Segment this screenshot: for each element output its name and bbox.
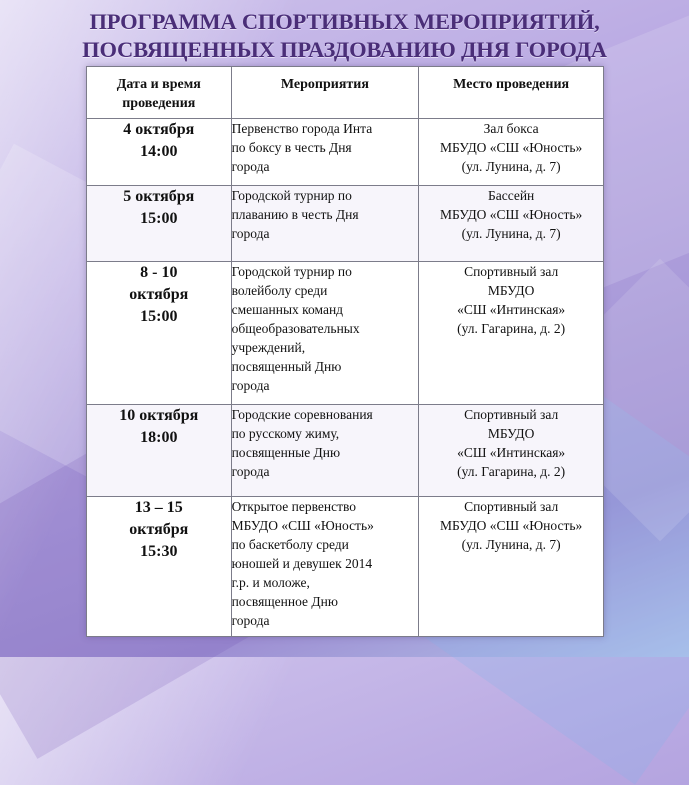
time-line: 15:00 bbox=[140, 210, 178, 227]
date-line: октября bbox=[129, 521, 189, 538]
place-line: Зал бокса bbox=[483, 121, 539, 136]
event-line: МБУДО «СШ «Юность» bbox=[231, 518, 374, 533]
date-line: 8 - 10 bbox=[140, 264, 178, 281]
event-date bbox=[87, 186, 232, 262]
time-line: 14:00 bbox=[140, 143, 178, 160]
event-line: города bbox=[231, 226, 270, 241]
event-line: города bbox=[231, 613, 270, 628]
event-line: г.р. и моложе, bbox=[231, 575, 310, 590]
event-line: Городской турнир по bbox=[231, 264, 352, 279]
place-line: (ул. Лунина, д. 7) bbox=[461, 537, 561, 552]
header-text: Место проведения bbox=[453, 77, 570, 92]
event-line: плаванию в честь Дня bbox=[231, 207, 359, 222]
event-place bbox=[419, 186, 604, 262]
table-row bbox=[87, 119, 604, 186]
place-line: МБУДО bbox=[487, 283, 535, 298]
event-line: посвященные Дню bbox=[231, 445, 341, 460]
events-table bbox=[86, 66, 604, 637]
event-line: посвященный Дню bbox=[231, 359, 342, 374]
event-place bbox=[419, 405, 604, 497]
event-line: Городской турнир по bbox=[231, 188, 352, 203]
header-text: Мероприятия bbox=[280, 77, 369, 92]
event-line: общеобразовательных bbox=[231, 321, 360, 336]
place-line: Бассейн bbox=[487, 188, 535, 203]
event-date bbox=[87, 497, 232, 637]
event-date bbox=[87, 405, 232, 497]
event-line: смешанных команд bbox=[231, 302, 344, 317]
date-line: 4 октября bbox=[123, 121, 195, 138]
event-place bbox=[419, 262, 604, 405]
table-row bbox=[87, 405, 604, 497]
event-name bbox=[231, 186, 419, 262]
date-line: октября bbox=[129, 286, 189, 303]
date-line: 10 октября bbox=[119, 407, 199, 424]
event-line: по русскому жиму, bbox=[231, 426, 340, 441]
time-line: 15:00 bbox=[140, 308, 178, 325]
place-line: МБУДО «СШ «Юность» bbox=[439, 140, 583, 155]
event-line: Первенство города Инта bbox=[231, 121, 373, 136]
page-title-line: ПОСВЯЩЕННЫХ ПРАЗДОВАНИЮ ДНЯ ГОРОДА bbox=[82, 37, 607, 62]
place-line: Спортивный зал bbox=[464, 264, 559, 279]
place-line: (ул. Лунина, д. 7) bbox=[461, 159, 561, 174]
event-line: по баскетболу среди bbox=[231, 537, 349, 552]
event-name bbox=[231, 497, 419, 637]
date-line: 13 – 15 bbox=[134, 499, 183, 516]
time-line: 18:00 bbox=[140, 429, 178, 446]
event-line: города bbox=[231, 378, 270, 393]
event-line: Открытое первенство bbox=[231, 499, 357, 514]
event-line: города bbox=[231, 464, 270, 479]
place-line: МБУДО «СШ «Юность» bbox=[439, 207, 583, 222]
place-line: «СШ «Интинская» bbox=[457, 445, 566, 460]
event-name bbox=[231, 262, 419, 405]
page-title bbox=[0, 8, 689, 64]
table-header-row bbox=[87, 67, 604, 119]
place-line: Спортивный зал bbox=[464, 499, 559, 514]
event-line: посвященное Дню bbox=[231, 594, 338, 609]
place-line: МБУДО bbox=[487, 426, 535, 441]
place-line: (ул. Лунина, д. 7) bbox=[461, 226, 561, 241]
place-line: «СШ «Интинская» bbox=[457, 302, 566, 317]
event-date bbox=[87, 119, 232, 186]
event-place bbox=[419, 497, 604, 637]
table-row bbox=[87, 186, 604, 262]
header-event bbox=[231, 67, 419, 119]
event-line: волейболу среди bbox=[231, 283, 328, 298]
table-row bbox=[87, 497, 604, 637]
header-text: Дата и время bbox=[116, 77, 201, 92]
event-line: учреждений, bbox=[231, 340, 306, 355]
event-line: юношей и девушек 2014 bbox=[231, 556, 373, 571]
place-line: Спортивный зал bbox=[464, 407, 559, 422]
event-line: города bbox=[231, 159, 270, 174]
date-line: 5 октября bbox=[123, 188, 195, 205]
event-line: по боксу в честь Дня bbox=[231, 140, 352, 155]
time-line: 15:30 bbox=[140, 543, 178, 560]
header-text: проведения bbox=[122, 96, 196, 111]
page-title-line: ПРОГРАММА СПОРТИВНЫХ МЕРОПРИЯТИЙ, bbox=[89, 9, 600, 34]
place-line: (ул. Гагарина, д. 2) bbox=[457, 321, 566, 336]
event-place bbox=[419, 119, 604, 186]
place-line: (ул. Гагарина, д. 2) bbox=[457, 464, 566, 479]
event-name bbox=[231, 119, 419, 186]
place-line: МБУДО «СШ «Юность» bbox=[439, 518, 583, 533]
table-row bbox=[87, 262, 604, 405]
event-name bbox=[231, 405, 419, 497]
event-date bbox=[87, 262, 232, 405]
header-place bbox=[419, 67, 604, 119]
event-line: Городские соревнования bbox=[231, 407, 373, 422]
header-date bbox=[87, 67, 232, 119]
